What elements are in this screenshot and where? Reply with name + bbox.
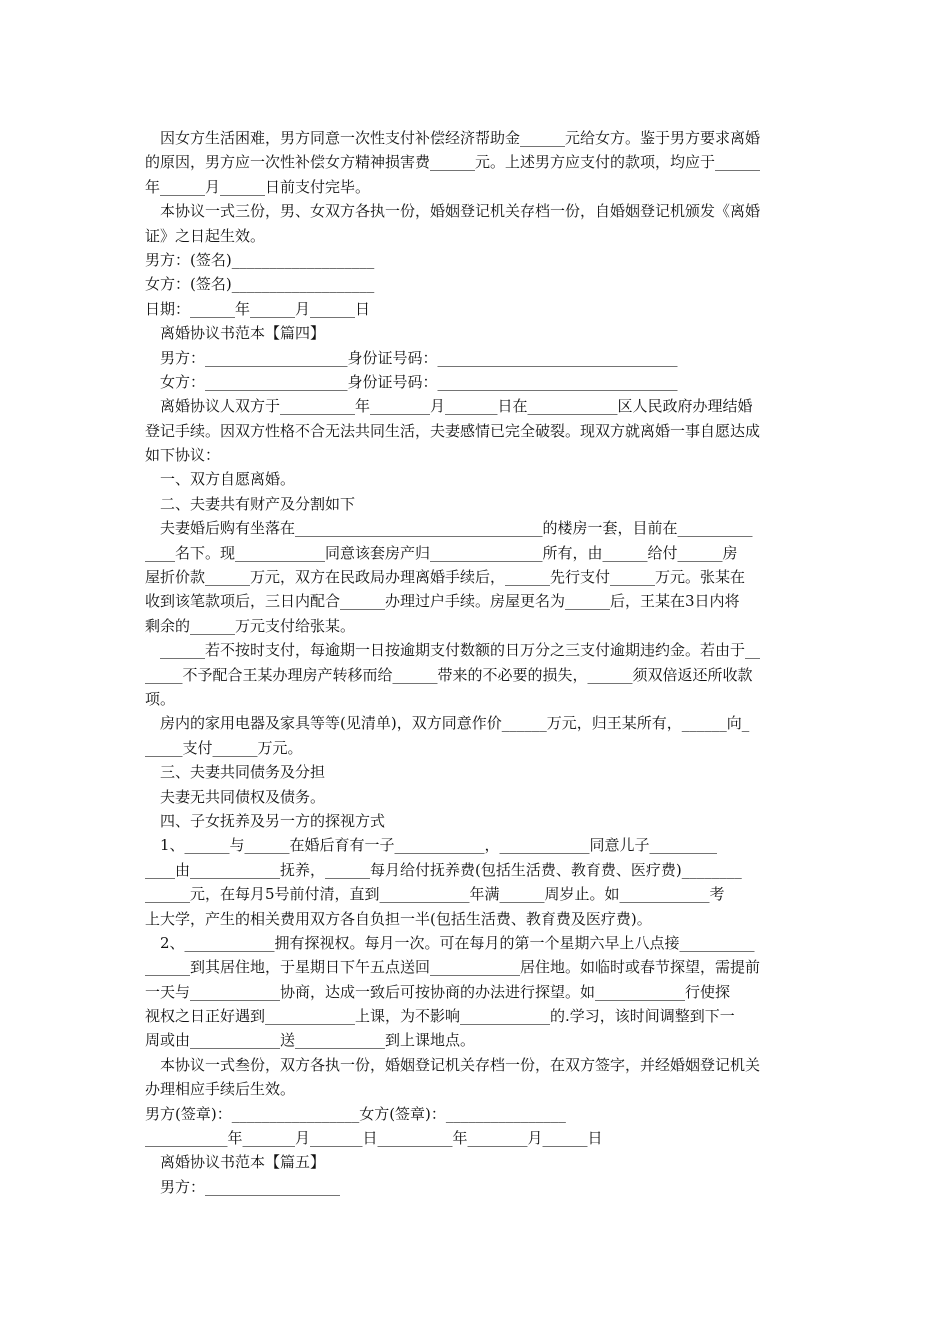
text-line: 离婚协议书范本【篇四】 [160, 324, 326, 343]
text-line: 1、______与______在婚后育有一子____________，____________同意儿子_________ [160, 836, 718, 855]
text-line: 因女方生活困难，男方同意一次性支付补偿经济帮助金______元给女方。鉴于男方要求离婚 [160, 129, 761, 147]
text-line: 屋折价款______万元，双方在民政局办理离婚手续后，______先行支付______万元。张某在 [145, 568, 746, 587]
text-line: 离婚协议人双方于__________年________月_______日在____________区人民政府办理结婚 [160, 397, 753, 416]
text-line: 本协议一式三份，男、女双方各执一份，婚姻登记机关存档一份，自婚姻登记机颁发《离婚 [160, 202, 761, 221]
text-line: _____支付______万元。 [145, 738, 303, 757]
text-line: 办理相应手续后生效。 [145, 1080, 296, 1099]
text-line: 证》之日起生效。 [145, 226, 266, 245]
text-line: ______元，在每月5号前付清，直到____________年满______周岁止。如____________考 [145, 885, 725, 904]
text-line: 二、夫妻共有财产及分割如下 [160, 494, 356, 513]
text-line: ___________年_______月_______日__________年________月______日 [145, 1129, 603, 1148]
text-line: 男方：__________________ [160, 1177, 341, 1196]
text-line: 夫妻婚后购有坐落在_________________________________的楼房一套，目前在__________ [160, 519, 753, 538]
text-line: 上大学，产生的相关费用双方各自负担一半(包括生活费、教育费及医疗费)。 [145, 909, 652, 928]
text-line: 2、____________拥有探视权。每月一次。可在每月的第一个星期六早上八点接__________ [160, 933, 755, 952]
text-line: ____名下。现____________同意该套房产归_______________所有，由______给付______房 [145, 543, 738, 562]
text-line: 剩余的______万元支付给张某。 [145, 616, 356, 635]
text-line: ____由____________抚养，______每月给付抚养费(包括生活费、教育费、医疗费)________ [145, 860, 742, 879]
text-line: 男方(签章)：_________________女方(签章)：________________ [145, 1104, 566, 1123]
text-line: 的原因，男方应一次性补偿女方精神损害费______元。上述男方应支付的款项，均应于______ [145, 153, 761, 172]
text-line: 一、双方自愿离婚。 [160, 470, 296, 489]
text-line: 一天与____________协商，达成一致后可按协商的办法进行探望。如____________行使探 [145, 982, 731, 1001]
text-line: 登记手续。因双方性格不合无法共同生活，夫妻感情已完全破裂。现双方就离婚一事自愿达成 [145, 421, 761, 440]
text-line: 房内的家用电器及家具等等(见清单)，双方同意作价______万元，归王某所有，______向_ [160, 714, 750, 733]
text-line: 本协议一式叁份，双方各执一份，婚姻登记机关存档一份，在双方签字，并经婚姻登记机关 [160, 1055, 761, 1074]
text-line: ______若不按时支付，每逾期一日按逾期支付数额的日万分之三支付逾期违约金。若由于__ [160, 641, 761, 660]
text-line: 三、夫妻共同债务及分担 [160, 763, 326, 782]
text-line: 年______月______日前支付完毕。 [145, 177, 371, 196]
text-line: 离婚协议书范本【篇五】 [160, 1153, 326, 1172]
document-body [145, 126, 817, 1199]
text-line: _____不予配合王某办理房产转移而给______带来的不必要的损失，______须双倍返还所收款 [145, 665, 753, 684]
text-line: 周或由____________送____________到上课地点。 [145, 1031, 476, 1050]
text-line: 四、子女抚养及另一方的探视方式 [160, 811, 386, 830]
text-line: 日期：______年______月______日 [145, 299, 371, 318]
text-line: 男方：___________________身份证号码：________________________________ [160, 348, 678, 367]
text-line: 夫妻无共同债权及债务。 [160, 787, 326, 806]
text-line: 视权之日正好遇到____________上课，为不影响____________的.学习，该时间调整到下一 [145, 1007, 735, 1026]
text-line: ______到其居住地，于星期日下午五点送回____________居住地。如临时或春节探望，需提前 [145, 958, 761, 977]
text-line: 收到该笔款项后，三日内配合______办理过户手续。房屋更名为______后，王某在3日内将 [145, 592, 740, 611]
text-line: 男方：(签名)___________________ [145, 250, 375, 269]
text-line: 如下协议： [145, 446, 221, 465]
text-line: 女方：(签名)___________________ [145, 275, 375, 294]
text-line: 女方：___________________身份证号码：________________________________ [160, 372, 678, 391]
text-line: 项。 [145, 689, 176, 708]
